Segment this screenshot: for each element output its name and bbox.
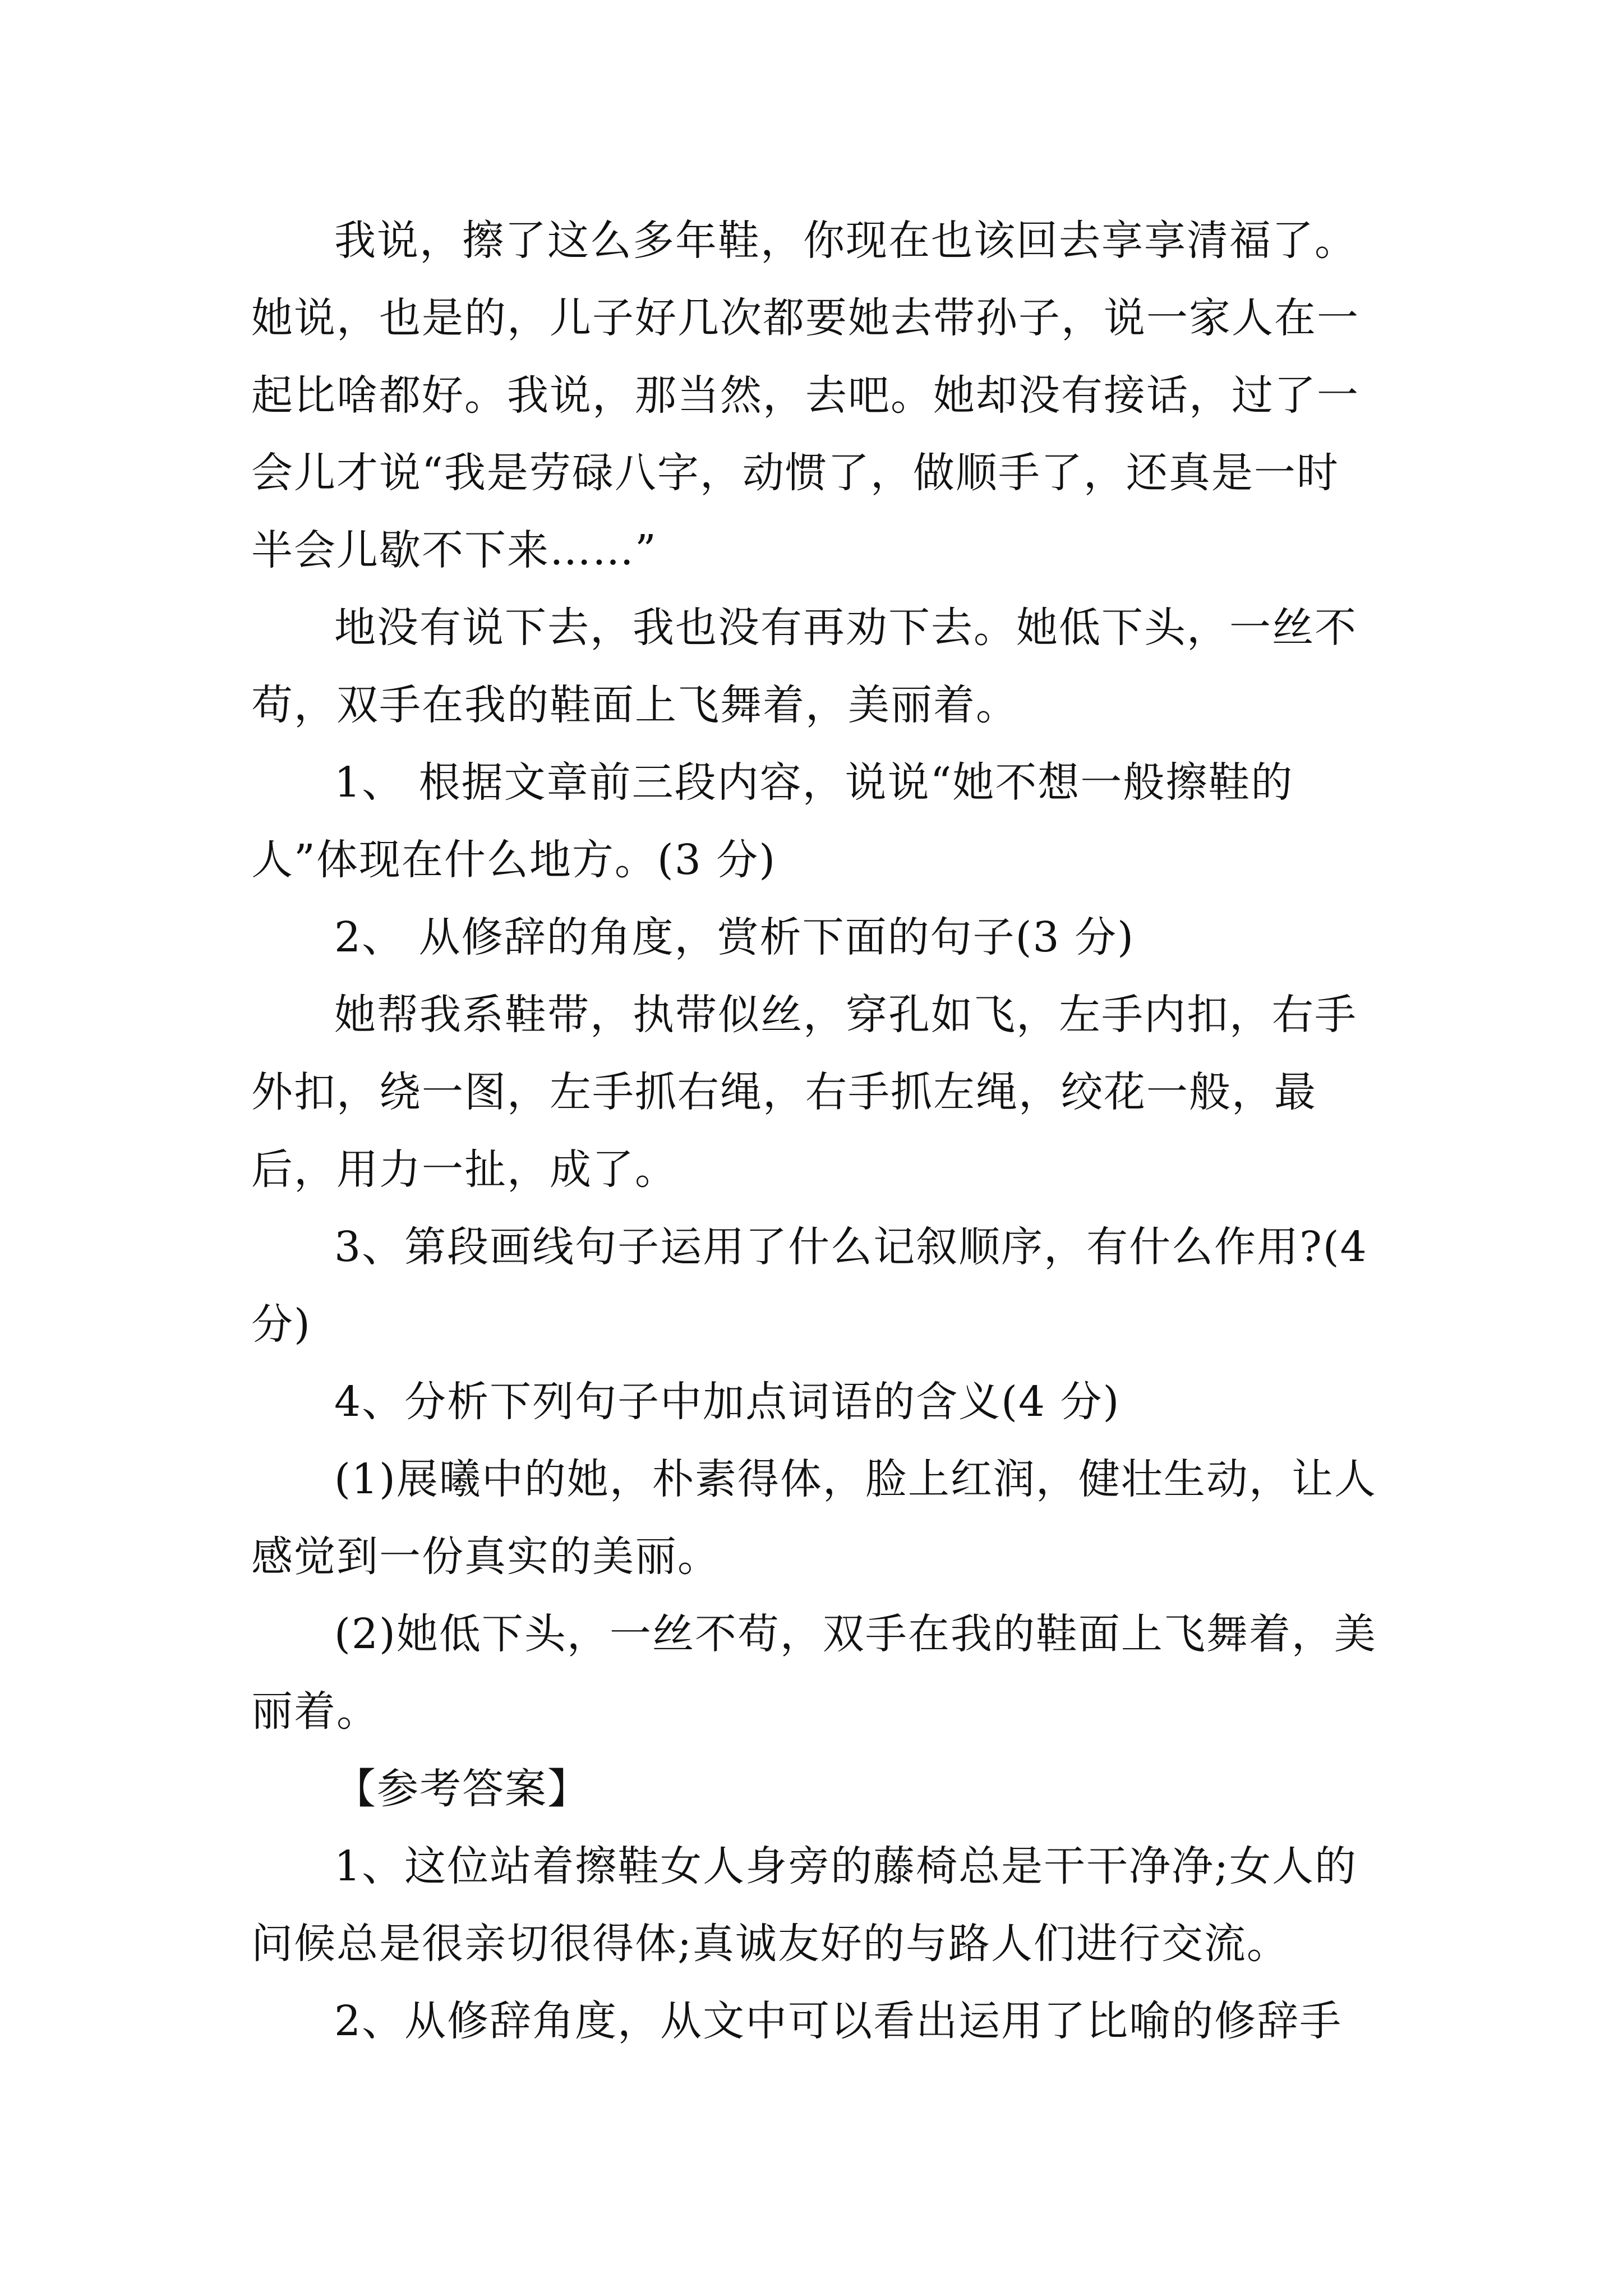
- paragraph-2: 地没有说下去，我也没有再劝下去。她低下头，一丝不苟，双手在我的鞋面上飞舞着，美丽着。: [251, 604, 1357, 729]
- question-2-sentence: 她帮我系鞋带，执带似丝，穿孔如飞，左手内扣，右手外扣，绕一图，左手抓右绳，右手抓左绳，绞花一般，最后，用力一扯，成了。: [251, 991, 1357, 1194]
- document-body: [251, 202, 1378, 2060]
- question-4-item-2: (2)她低下头，一丝不苟，双手在我的鞋面上飞舞着，美丽着。: [251, 1610, 1377, 1736]
- question-3: 3、第段画线句子运用了什么记叙顺序，有什么作用?(4 分): [251, 1223, 1368, 1349]
- paragraph-1: 我说，擦了这么多年鞋，你现在也该回去享享清福了。她说，也是的，儿子好几次都要她去带孙子，说一家人在一起比啥都好。我说，那当然，去吧。她却没有接话，过了一会儿才说“我是劳碌八字，动惯了，做顺手了，还真是一时半会儿歇不下来……”: [251, 217, 1359, 574]
- question-1: 1、 根据文章前三段内容，说说“她不想一般擦鞋的人”体现在什么地方。(3 分): [251, 758, 1294, 884]
- answer-2: 2、从修辞角度，从文中可以看出运用了比喻的修辞手: [334, 1997, 1343, 2045]
- answer-1: 1、这位站着擦鞋女人身旁的藤椅总是干干净净;女人的问候总是很亲切很得体;真诚友好的与路人们进行交流。: [251, 1842, 1358, 1968]
- question-4-item-1: (1)展曦中的她，朴素得体，脸上红润，健壮生动，让人感觉到一份真实的美丽。: [251, 1455, 1377, 1581]
- question-4: 4、分析下列句子中加点词语的含义(4 分): [334, 1378, 1121, 1426]
- question-2: 2、 从修辞的角度，赏析下面的句子(3 分): [334, 913, 1135, 961]
- answer-heading: 【参考答案】: [334, 1765, 590, 1813]
